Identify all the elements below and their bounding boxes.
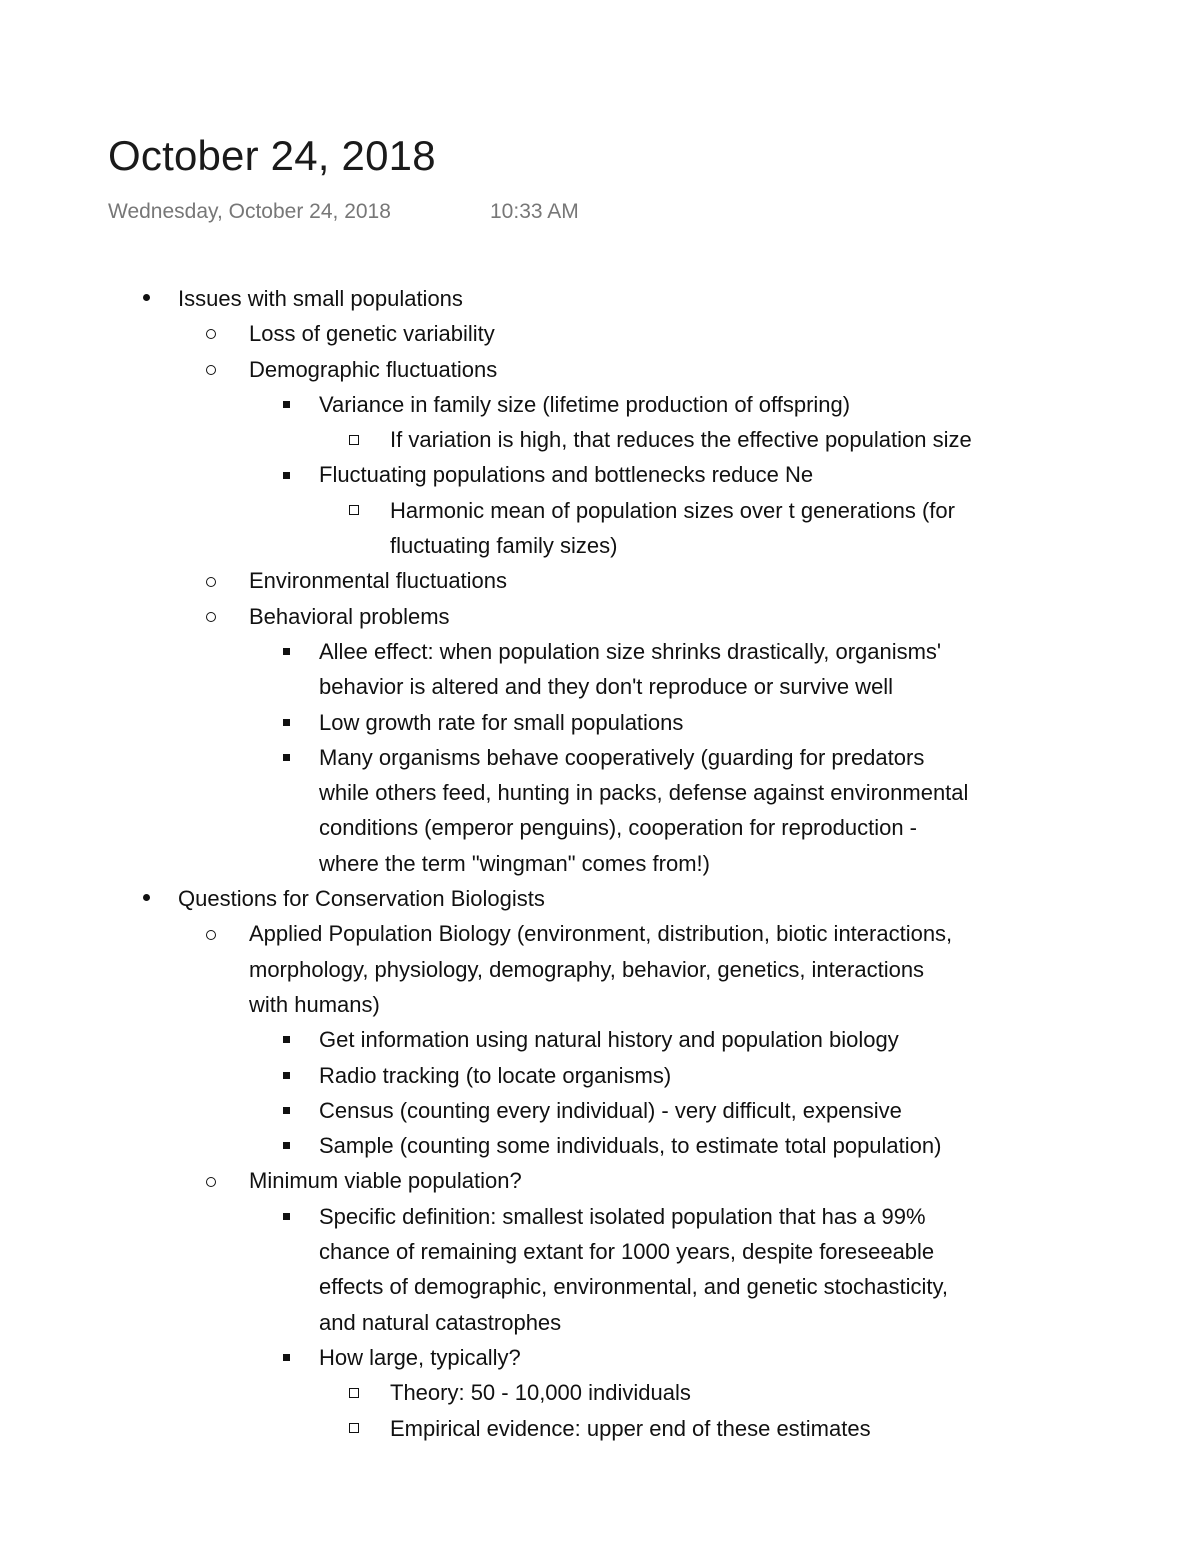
outline-item-text: Fluctuating populations and bottlenecks reduce Ne bbox=[319, 462, 814, 488]
outline-item-continuation bbox=[0, 810, 1200, 845]
outline-item-continuation bbox=[0, 1305, 1200, 1340]
bullet-circle-icon bbox=[201, 1163, 221, 1198]
bullet-square-icon bbox=[276, 740, 296, 775]
outline-item-text: Empirical evidence: upper end of these estimates bbox=[390, 1415, 871, 1441]
outline-item-text: Applied Population Biology (environment, distribution, biotic interactions, bbox=[249, 921, 953, 947]
outline-item bbox=[0, 1022, 1200, 1057]
outline-item-text: Behavioral problems bbox=[249, 603, 450, 629]
outline-item bbox=[0, 1128, 1200, 1163]
outline-item-text: Issues with small populations bbox=[178, 286, 463, 311]
bullet-dot-icon bbox=[136, 881, 156, 916]
outline-item bbox=[0, 563, 1200, 598]
outline-item bbox=[0, 599, 1200, 634]
bullet-hollow-square-icon bbox=[344, 493, 364, 528]
outline-item bbox=[0, 352, 1200, 387]
outline-item-text: while others feed, hunting in packs, defense against environmental bbox=[319, 780, 969, 806]
outline-item-text: Loss of genetic variability bbox=[249, 321, 495, 347]
bullet-circle-icon bbox=[201, 563, 221, 598]
bullet-square-icon bbox=[276, 1022, 296, 1057]
outline-item bbox=[0, 422, 1200, 457]
outline-item bbox=[0, 881, 1200, 916]
outline-item-text: Many organisms behave cooperatively (guarding for predators bbox=[319, 744, 925, 770]
outline-item-continuation bbox=[0, 1234, 1200, 1269]
outline-item bbox=[0, 457, 1200, 492]
outline-item bbox=[0, 1199, 1200, 1234]
page-date: Wednesday, October 24, 2018 bbox=[108, 200, 391, 223]
outline-item-continuation bbox=[0, 528, 1200, 563]
outline-item bbox=[0, 316, 1200, 351]
outline-item-text: Low growth rate for small populations bbox=[319, 709, 684, 735]
bullet-square-icon bbox=[276, 705, 296, 740]
outline-item-continuation bbox=[0, 775, 1200, 810]
bullet-square-icon bbox=[276, 634, 296, 669]
outline-item-text: Variance in family size (lifetime production of offspring) bbox=[319, 391, 851, 417]
outline-item bbox=[0, 1375, 1200, 1410]
outline-item bbox=[0, 1058, 1200, 1093]
outline-item-text: If variation is high, that reduces the effective population size bbox=[390, 427, 972, 453]
outline-item bbox=[0, 634, 1200, 669]
bullet-square-icon bbox=[276, 457, 296, 492]
outline-item-text: Sample (counting some individuals, to estimate total population) bbox=[319, 1133, 942, 1159]
bullet-circle-icon bbox=[201, 599, 221, 634]
outline-item bbox=[0, 493, 1200, 528]
bullet-circle-icon bbox=[201, 352, 221, 387]
outline-item-text: chance of remaining extant for 1000 years, despite foreseeable bbox=[319, 1239, 935, 1265]
bullet-square-icon bbox=[276, 1128, 296, 1163]
outline-item bbox=[0, 916, 1200, 951]
outline-item-text: Environmental fluctuations bbox=[249, 568, 508, 594]
outline-item-text: fluctuating family sizes) bbox=[390, 533, 618, 559]
outline-item bbox=[0, 387, 1200, 422]
bullet-square-icon bbox=[276, 1058, 296, 1093]
outline-item-text: where the term "wingman" comes from!) bbox=[319, 850, 710, 876]
outline-item bbox=[0, 705, 1200, 740]
outline-item-text: Harmonic mean of population sizes over t generations (for bbox=[390, 497, 955, 523]
bullet-hollow-square-icon bbox=[344, 422, 364, 457]
outline-item bbox=[0, 740, 1200, 775]
outline-item-text: effects of demographic, environmental, and genetic stochasticity, bbox=[319, 1274, 948, 1300]
outline-item bbox=[0, 281, 1200, 316]
outline-item-continuation bbox=[0, 1269, 1200, 1304]
outline-item-text: Minimum viable population? bbox=[249, 1168, 522, 1194]
outline-item-continuation bbox=[0, 987, 1200, 1022]
page-metadata bbox=[108, 200, 579, 224]
outline-item-continuation bbox=[0, 846, 1200, 881]
bullet-circle-icon bbox=[201, 916, 221, 951]
outline-item-text: Questions for Conservation Biologists bbox=[178, 886, 545, 912]
page-time: 10:33 AM bbox=[490, 200, 579, 223]
bullet-square-icon bbox=[276, 1199, 296, 1234]
bullet-dot-icon bbox=[136, 281, 156, 316]
outline-item bbox=[0, 1340, 1200, 1375]
outline-item-continuation bbox=[0, 669, 1200, 704]
outline-item-text: Radio tracking (to locate organisms) bbox=[319, 1062, 672, 1088]
outline-item-text: Census (counting every individual) - very difficult, expensive bbox=[319, 1097, 902, 1123]
outline-item-continuation bbox=[0, 952, 1200, 987]
outline-item-text: How large, typically? bbox=[319, 1344, 521, 1370]
outline-item-text: Get information using natural history and population biology bbox=[319, 1027, 899, 1053]
bullet-square-icon bbox=[276, 1093, 296, 1128]
outline-item bbox=[0, 1093, 1200, 1128]
outline-item-text: with humans) bbox=[249, 991, 380, 1017]
outline-list bbox=[0, 281, 1200, 1446]
outline-item bbox=[0, 1411, 1200, 1446]
bullet-hollow-square-icon bbox=[344, 1411, 364, 1446]
outline-item-text: Demographic fluctuations bbox=[249, 356, 498, 382]
outline-item-text: and natural catastrophes bbox=[319, 1309, 562, 1335]
bullet-hollow-square-icon bbox=[344, 1375, 364, 1410]
outline-item-text: Theory: 50 - 10,000 individuals bbox=[390, 1380, 691, 1406]
outline-item-text: Specific definition: smallest isolated population that has a 99% bbox=[319, 1203, 926, 1229]
bullet-circle-icon bbox=[201, 316, 221, 351]
bullet-square-icon bbox=[276, 387, 296, 422]
bullet-square-icon bbox=[276, 1340, 296, 1375]
outline-item-text: behavior is altered and they don't reproduce or survive well bbox=[319, 674, 894, 700]
outline-item-text: morphology, physiology, demography, behavior, genetics, interactions bbox=[249, 956, 925, 982]
outline-item-text: Allee effect: when population size shrinks drastically, organisms' bbox=[319, 638, 942, 664]
outline-item bbox=[0, 1163, 1200, 1198]
outline-item-text: conditions (emperor penguins), cooperation for reproduction - bbox=[319, 815, 917, 841]
page-title: October 24, 2018 bbox=[108, 132, 436, 179]
